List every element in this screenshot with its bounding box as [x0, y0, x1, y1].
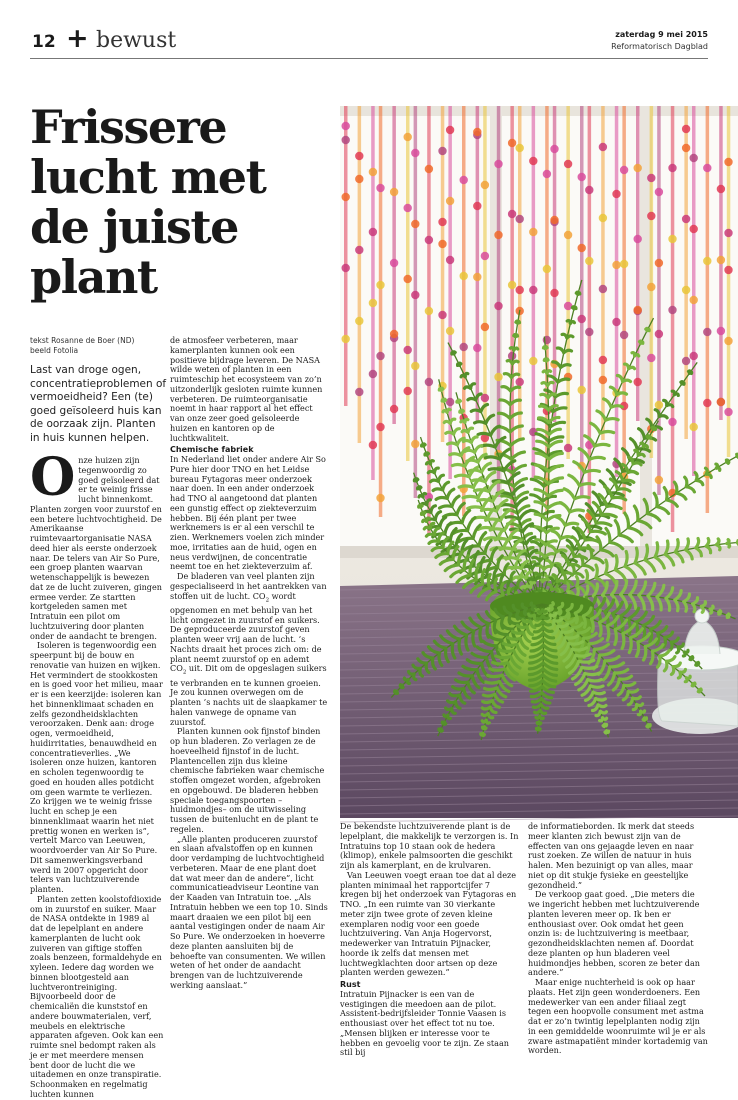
section-title: bewust [96, 28, 177, 53]
subheading: Rust [340, 980, 361, 989]
paragraph: de informatieborden. Ik merk dat steeds meer klanten zich bewust zijn van de effecten van ons gejaagde leven en naar rust zoeken. Ze willen de natuur in huis halen. Men bezuinigt op van alles, maar niet op dit stukje fysieke en geestelijke gezondheid.” [528, 821, 695, 890]
paragraph: De bladeren van veel planten zijn gespecialiseerd in het aantrekken van stoffen uit de lucht. $CO_2$ wordt opgenomen en met behulp van het licht omgezet in zuurstof en suikers. De geproduceerde zuurstof geven planten weer vrij aan de lucht. ’s Nachts draait het proces zich om: de plant neemt zuurstof op en ademt $CO_2$ uit. Dit om de opgeslagen suikers te verbranden en te kunnen groeien. Je zou kunnen overwegen om de planten ’s nachts uit de slaapkamer te halen vanwege de opname van zuurstof. [170, 571, 328, 727]
article-headline: Frissere lucht met de juiste plant [30, 100, 266, 304]
paragraph: Maar enige nuchterheid is ook op haar plaats. Het zijn geen wonderdoeners. Een medewerker van een ander filiaal zegt tegen een hoopvolle consument met astma dat er zo’n twintig lepelplanten nodig zijn in een gemiddelde woonruimte wil je er als zware astmapatiënt minder kortademig van worden. [528, 977, 708, 1056]
credit-photo: beeld Fotolia [30, 346, 79, 355]
paragraph: „Alle planten produceren zuurstof en slaan afvalstoffen op en kunnen door verdamping de luchtvochtigheid verbeteren. Maar de ene plant doet dat wat meer dan de andere”, licht communicatieadviseur Leontine van der Kaaden van Intratuin toe. „Als Intratuin hebben we een top 10. Sinds maart draaien we een pilot bij een aantal vestigingen onder de naam Air So Pure. We onderzoeken in hoeverre deze planten aansluiten bij de behoefte van consumenten. We willen weten of het onder de aandacht brengen van de luchtzuiverende werking aanslaat.” [170, 833, 328, 990]
credit-text: tekst Rosanne de Boer (ND) [30, 336, 135, 345]
article-column-3 [340, 822, 520, 1064]
newspaper-name: Reformatorisch Dagblad [611, 42, 708, 51]
paragraph: De verkoop gaat goed. „Die meters die we ingericht hebben met luchtzuiverende planten leveren meer op. Ik ben er enthousiast over. Ook omdat het geen onzin is: de luchtzuivering is meetbaar, gezondheidsklachten nemen af. Doordat deze planten op hun bladeren veel huidmondjes hebben, scoren ze beter dan andere.” [528, 889, 700, 978]
article-column-2 [170, 336, 328, 1064]
paragraph: de atmosfeer verbeteren, maar kamerplanten kunnen ook een positieve bijdrage leveren. De NASA wilde weten of planten in een ruimteschip het ecosysteem van zo’n uitzonderlijk gesloten ruimte kunnen verbeteren. De ruimteorganisatie noemt in haar rapport al het effect van onze zeer goed geïsoleerde huizen en kantoren op de luchtkwaliteit. [170, 335, 323, 443]
drop-cap: O [30, 447, 76, 508]
paragraph: Intratuin Pijnacker is een van de vestigingen die meedoen aan de pilot. Assistent-bedrijfsleider Tonnie Vaasen is enthousiast over het effect tot nu toe. „Mensen blijken er interesse voor te hebben en gevoelig voor te zijn. Ze staan stil bij [340, 988, 510, 1058]
article-column-1 [30, 447, 164, 1099]
plus-icon: + [66, 23, 89, 54]
subheading: Chemische fabriek [170, 445, 254, 455]
paragraph: In Nederland liet onder andere Air So Pure hier door TNO en het Leidse bureau Fytagoras meer onderzoek naar doen. In een ander onderzoek had TNO al aangetoond dat planten een gunstig effect op ziekteverzuim hebben. Bij één plant per twee werknemers is er al een verschil te zien. Werknemers voelen zich minder moe, irritaties aan de huid, ogen en neus verdwijnen, de concentratie neemt toe en het ziekteverzuim af. [170, 454, 326, 572]
paragraph: nze huizen zijn tegenwoordig zo goed geïsoleerd dat er te weinig frisse lucht binnenkomt. Planten zorgen voor zuurstof en een betere luchtvochtigheid. De Amerikaanse ruimtevaartorganisatie NASA deed hier als eerste onderzoek naar. De telers van Air So Pure, een groep planten waarvan wetenschappelijk is bewezen dat ze de lucht zuiveren, gingen ermee verder. Ze startten kortgeleden samen met Intratuin een pilot om luchtzuivering door planten onder de aandacht te brengen. [30, 455, 162, 641]
paragraph: De bekendste luchtzuiverende plant is de lepelplant, die makkelijk te verzorgen is. In Intratuins top 10 staan ook de hedera (klimop), enkele palmsoorten die geschikt zijn als kamerplant, en de krulvaren. [340, 821, 519, 870]
paragraph: Planten zetten koolstofdioxide om in zuurstof en suiker. Maar de NASA ontdekte in 1989 al dat de lepelplant en andere kamerplanten de lucht ook zuiveren van giftige stoffen zoals benzeen, formaldehyde en xyleen. Iedere dag worden we binnen blootgesteld aan luchtverontreiniging. Bijvoorbeeld door de chemicaliën die kunststof en andere bouwmaterialen, verf, meubels en elektrische apparaten afgeven. Ook kan een ruimte snel bedompt raken als je er met meerdere mensen bent door de lucht die we uitademen en onze transpiratie. Schoonmaken en regelmatig luchten kunnen [30, 893, 164, 1099]
fern-photo [340, 106, 738, 818]
issue-date: zaterdag 9 mei 2015 [615, 30, 708, 39]
page-number: 12 [32, 32, 56, 52]
paragraph: Isoleren is tegenwoordig een speerpunt bij de bouw en renovatie van huizen en wijken. Het vermindert de stookkosten en is goed voor het milieu, maar er is een keerzijde: isoleren kan het binnenklimaat schaden en zelfs gezondheidsklachten veroorzaken. Denk aan: droge ogen, vermoeidheid, huidirritaties, benauwdheid en concentratieverlies. „We isoleren onze huizen, kantoren en scholen tegenwoordig te goed en houden alles potdicht om geen warmte te verliezen. Zo krijgen we te weinig frisse lucht en schep je een binnenklimaat waarin het niet prettig wonen en werken is”, vertelt Marco van Leeuwen, woordvoerder van Air So Pure. Dit samenwerkingsverband werd in 2007 opgericht door telers van luchtzuiverende planten. [30, 640, 163, 894]
header-divider [30, 58, 708, 59]
fern-plant-image [340, 106, 738, 818]
paragraph: Planten kunnen ook fijnstof binden op hun bladeren. Zo verlagen ze de hoeveelheid fijnstof in de lucht. Plantencellen zijn dus kleine chemische fabrieken waar chemische stoffen omgezet worden, afgebroken en opgebouwd. De bladeren hebben speciale toegangspoorten –huidmondjes– om de uitwisseling tussen de buitenlucht en de plant te regelen. [170, 726, 325, 834]
article-intro: Last van droge ogen, concentratieproblemen of vermoeidheid? Een (te) goed geïsoleerd huis kan de oorzaak zijn. Planten in huis kunnen helpen. [30, 364, 167, 444]
paragraph: Van Leeuwen voegt eraan toe dat al deze planten minimaal het rapportcijfer 7 kregen bij het onderzoek van Fytagoras en TNO. „In een ruimte van 30 vierkante meter zijn twee grote of zeven kleine exemplaren nodig voor een goede luchtzuivering. Van Anja Hogervorst, medewerker van Intratuin Pijnacker, hoorde ik zelfs dat mensen met luchtwegklachten door artsen op deze planten werden gewezen.” [340, 869, 517, 978]
page-header [30, 23, 708, 56]
article-credits [30, 336, 134, 356]
article-column-4 [528, 822, 708, 1064]
